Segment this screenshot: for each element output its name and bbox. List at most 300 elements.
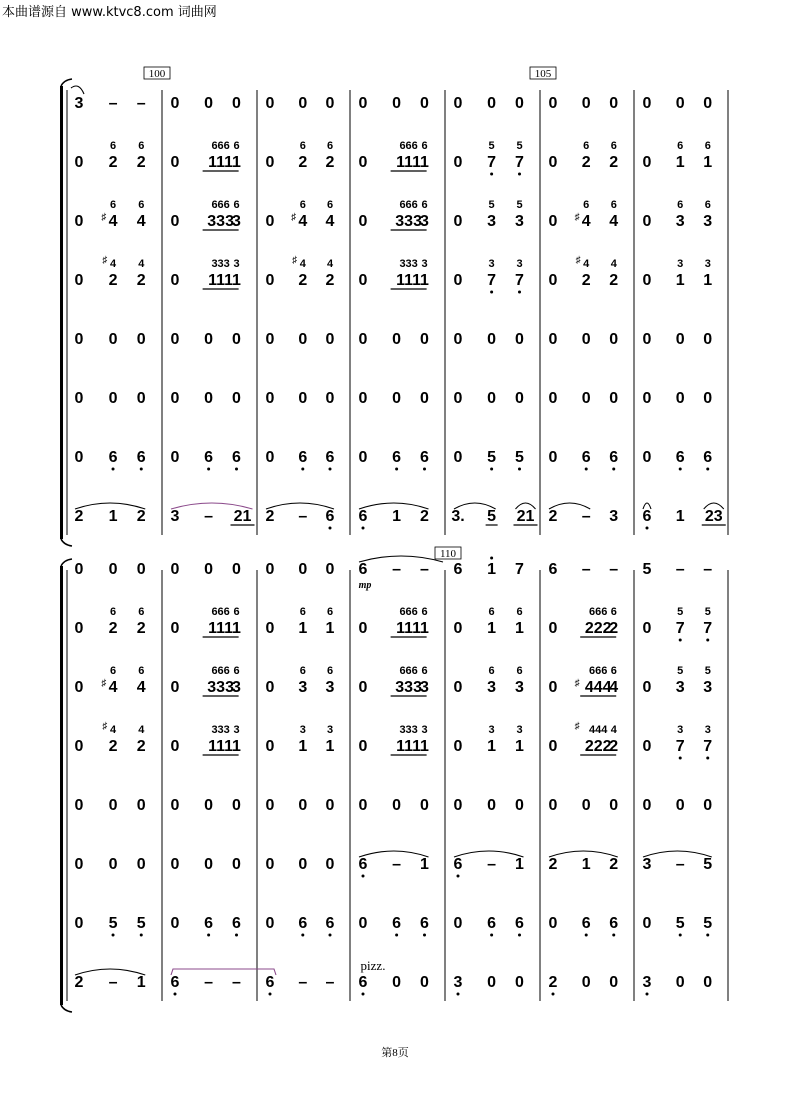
note-333: 333 [395, 213, 422, 230]
note-0: 0 [453, 620, 463, 637]
note-7: 7 [703, 620, 713, 637]
staff-6 [75, 390, 713, 407]
note-0: 0 [358, 738, 368, 755]
upper-note: 3 [326, 724, 334, 736]
measure [359, 199, 430, 230]
upper-note: 6 [704, 140, 711, 152]
upper-note: 6 [677, 140, 684, 152]
upper-note: 6 [583, 140, 590, 152]
sharp-icon: ♯ [574, 678, 580, 689]
measure [75, 856, 146, 873]
upper-note: 666 [399, 665, 418, 677]
note-0: 0 [703, 974, 713, 991]
measure [75, 255, 146, 289]
slur [71, 86, 84, 94]
note-1: 1 [232, 738, 241, 755]
note-4: 4 [581, 213, 591, 230]
note-3: 3 [487, 213, 497, 230]
note-1: 1 [675, 272, 685, 289]
note-0: 0 [170, 561, 180, 578]
note-5: 5 [487, 508, 497, 525]
upper-note: 3 [421, 258, 428, 270]
staff-2 [75, 606, 713, 642]
note-0: 0 [453, 797, 463, 814]
note-6: 6 [232, 449, 241, 466]
note-0: 0 [487, 95, 497, 112]
upper-note: 6 [516, 665, 523, 677]
note-0: 0 [581, 331, 591, 348]
note-0: 0 [265, 915, 275, 932]
note-0: 0 [358, 272, 368, 289]
measure [266, 95, 335, 112]
note-3: 3 [170, 508, 180, 525]
low-octave-dot [112, 934, 115, 937]
low-octave-dot [518, 934, 521, 937]
note-0: 0 [548, 797, 558, 814]
note-23: 23 [704, 508, 723, 525]
note-0: 0 [675, 974, 685, 991]
measure-number [144, 67, 170, 80]
measure [549, 255, 619, 289]
note-0: 0 [609, 95, 619, 112]
upper-note: 3 [704, 724, 711, 736]
note-0: 0 [265, 213, 275, 230]
system-2 [60, 547, 728, 1012]
low-octave-dot [679, 757, 682, 760]
low-octave-dot [269, 993, 272, 996]
measure [75, 969, 146, 991]
upper-note: 444 [589, 724, 608, 736]
measure-number-label: 100 [148, 68, 166, 80]
upper-note: 3 [516, 258, 523, 270]
upper-note: 6 [488, 665, 495, 677]
sharp-icon: ♯ [101, 678, 107, 689]
note-2: 2 [581, 154, 591, 171]
measure [454, 95, 525, 112]
note-0: 0 [74, 154, 84, 171]
note-3: 3 [487, 679, 497, 696]
note-7: 7 [675, 620, 685, 637]
note-0: 0 [581, 95, 591, 112]
upper-note: 3 [488, 724, 495, 736]
note-111: 111 [396, 154, 422, 171]
measure [359, 915, 430, 937]
note-7: 7 [515, 154, 524, 171]
staff-4 [75, 255, 713, 294]
measure [171, 665, 242, 696]
note-6: 6 [170, 974, 180, 991]
note-0: 0 [581, 974, 591, 991]
upper-note: 6 [109, 199, 117, 211]
note-3: 3 [420, 213, 429, 230]
upper-note: 6 [233, 665, 240, 677]
note-0: 0 [548, 738, 558, 755]
staff-3 [75, 199, 713, 230]
measure [549, 915, 619, 937]
measure [549, 561, 619, 578]
upper-note: 5 [488, 199, 495, 211]
measure [454, 140, 525, 176]
technique-text: pizz. [360, 958, 386, 973]
note-333: 333 [207, 213, 234, 230]
note-0: 0 [204, 390, 214, 407]
upper-note: 6 [233, 140, 240, 152]
note-0: 0 [642, 915, 652, 932]
note-3: 3 [609, 508, 619, 525]
note-0: 0 [108, 561, 118, 578]
measure [359, 503, 430, 530]
note-333: 333 [395, 679, 422, 696]
note-0: 0 [74, 331, 84, 348]
note-3: 3 [232, 213, 241, 230]
high-octave-dot [490, 557, 493, 560]
note-7: 7 [515, 272, 524, 289]
measure [643, 390, 713, 407]
low-octave-dot [490, 173, 493, 176]
note-6: 6 [358, 508, 368, 525]
measure [75, 449, 146, 471]
note-3: 3 [642, 856, 652, 873]
note-0: 0 [392, 797, 402, 814]
note-1: 1 [420, 856, 429, 873]
note-2: 2 [265, 508, 275, 525]
note-111: 111 [396, 738, 422, 755]
low-octave-dot [706, 639, 709, 642]
upper-note: 6 [138, 199, 145, 211]
note-0: 0 [108, 797, 118, 814]
measure [359, 606, 430, 637]
measure [549, 974, 619, 996]
note-6: 6 [232, 915, 241, 932]
note-6: 6 [136, 449, 146, 466]
low-octave-dot [585, 468, 588, 471]
note-0: 0 [265, 449, 275, 466]
low-octave-dot [552, 993, 555, 996]
measure-number-label: 110 [439, 548, 457, 560]
note-0: 0 [515, 390, 524, 407]
note-0: 0 [453, 95, 463, 112]
note-6: 6 [265, 974, 275, 991]
note-0: 0 [325, 797, 335, 814]
note-–: – [204, 508, 214, 525]
note-0: 0 [298, 390, 308, 407]
note-0: 0 [642, 213, 652, 230]
note-–: – [298, 508, 308, 525]
note-1: 1 [675, 154, 685, 171]
staff-5 [75, 331, 713, 348]
note-1: 1 [420, 154, 429, 171]
measure [643, 974, 713, 996]
note-1: 1 [420, 272, 429, 289]
note-0: 0 [265, 390, 275, 407]
note-0: 0 [548, 272, 558, 289]
low-octave-dot [301, 934, 304, 937]
measure [171, 797, 242, 814]
note-0: 0 [170, 95, 180, 112]
upper-note: 4 [138, 724, 145, 736]
note-0: 0 [170, 797, 180, 814]
measure-number-label: 105 [534, 68, 552, 80]
note-4: 4 [609, 679, 619, 696]
note-–: – [136, 95, 146, 112]
upper-note: 666 [589, 606, 608, 618]
note-3: 3 [298, 679, 308, 696]
staff-1 [71, 86, 712, 112]
note-0: 0 [642, 331, 652, 348]
note-111: 111 [396, 620, 422, 637]
note-444: 444 [584, 679, 612, 696]
note-0: 0 [358, 213, 368, 230]
measure [454, 258, 525, 294]
staff-5 [75, 797, 713, 814]
measure [171, 140, 242, 171]
note-7: 7 [515, 561, 524, 578]
note-3: 3 [703, 679, 713, 696]
note-6: 6 [204, 915, 214, 932]
measure [75, 606, 146, 637]
upper-note: 6 [299, 665, 306, 677]
note-0: 0 [74, 620, 84, 637]
note-0: 0 [703, 797, 713, 814]
note-0: 0 [74, 449, 84, 466]
measure [643, 95, 713, 112]
note-5: 5 [108, 915, 118, 932]
note-–: – [703, 561, 713, 578]
measure [171, 449, 242, 471]
note-7: 7 [675, 738, 685, 755]
note-0: 0 [453, 915, 463, 932]
measure [171, 390, 242, 407]
note-6: 6 [325, 449, 335, 466]
measure [266, 856, 335, 873]
measure [359, 797, 430, 814]
note-1: 1 [298, 738, 308, 755]
note-5: 5 [703, 856, 713, 873]
measure [266, 915, 335, 937]
note-6: 6 [581, 449, 591, 466]
upper-note: 666 [211, 199, 230, 211]
note-2: 2 [108, 154, 118, 171]
measure [171, 95, 242, 112]
upper-note: 4 [109, 724, 117, 736]
note-1: 1 [232, 154, 241, 171]
upper-note: 6 [610, 606, 617, 618]
measure [549, 331, 619, 348]
note-6: 6 [420, 449, 429, 466]
note-2: 2 [298, 272, 308, 289]
note-6: 6 [204, 449, 214, 466]
note-0: 0 [136, 561, 146, 578]
measure [359, 556, 443, 591]
note-2: 2 [548, 508, 558, 525]
upper-note: 333 [211, 258, 230, 270]
low-octave-dot [518, 468, 521, 471]
note-3: 3 [420, 679, 429, 696]
upper-note: 5 [677, 606, 684, 618]
measure [75, 503, 146, 525]
note-2: 2 [298, 154, 308, 171]
measure [643, 724, 713, 760]
note-0: 0 [74, 213, 84, 230]
staff-8 [75, 958, 713, 996]
measure [171, 915, 242, 937]
note-0: 0 [358, 390, 368, 407]
measure [171, 606, 242, 637]
note-0: 0 [548, 331, 558, 348]
measure [266, 724, 335, 755]
note-4: 4 [136, 679, 146, 696]
upper-note: 5 [677, 665, 684, 677]
upper-note: 6 [138, 665, 145, 677]
note-0: 0 [453, 331, 463, 348]
note-0: 0 [170, 154, 180, 171]
note-0: 0 [453, 390, 463, 407]
note-6: 6 [675, 449, 685, 466]
low-octave-dot [518, 291, 521, 294]
staff-4 [75, 721, 713, 760]
note-0: 0 [204, 797, 214, 814]
note-6: 6 [392, 915, 402, 932]
measure [359, 665, 430, 696]
note-0: 0 [232, 856, 241, 873]
note-1: 1 [232, 272, 241, 289]
note-0: 0 [136, 856, 146, 873]
measure-number [530, 67, 556, 80]
measure [454, 797, 525, 814]
note-0: 0 [265, 272, 275, 289]
note-0: 0 [232, 95, 241, 112]
upper-note: 6 [138, 140, 145, 152]
note-0: 0 [515, 974, 524, 991]
note-222: 222 [584, 738, 612, 755]
note-0: 0 [642, 797, 652, 814]
measure [266, 797, 335, 814]
note-0: 0 [420, 95, 429, 112]
upper-note: 666 [399, 606, 418, 618]
note-0: 0 [675, 95, 685, 112]
upper-note: 6 [326, 606, 334, 618]
measure [171, 503, 255, 525]
upper-note: 6 [326, 199, 334, 211]
note-0: 0 [675, 797, 685, 814]
note-3: 3 [642, 974, 652, 991]
measure [359, 258, 430, 289]
upper-note: 3 [233, 724, 240, 736]
note-0: 0 [265, 679, 275, 696]
upper-note: 6 [421, 606, 428, 618]
note-0: 0 [204, 856, 214, 873]
note-0: 0 [548, 620, 558, 637]
note-0: 0 [170, 856, 180, 873]
note-1: 1 [298, 620, 308, 637]
note-0: 0 [170, 331, 180, 348]
note-1: 1 [515, 620, 524, 637]
measure [643, 915, 713, 937]
upper-note: 4 [610, 724, 617, 736]
upper-note: 6 [299, 606, 306, 618]
note-3: 3 [232, 679, 241, 696]
measure [454, 331, 525, 348]
upper-note: 666 [211, 665, 230, 677]
note-6: 6 [358, 561, 368, 578]
measure-number [435, 547, 461, 560]
note-0: 0 [170, 738, 180, 755]
note-7: 7 [487, 272, 497, 289]
note-0: 0 [642, 620, 652, 637]
upper-note: 6 [583, 199, 590, 211]
note-6: 6 [515, 915, 524, 932]
note-6: 6 [642, 508, 652, 525]
upper-note: 3 [299, 724, 306, 736]
note-6: 6 [108, 449, 118, 466]
note-6: 6 [325, 915, 335, 932]
upper-note: 6 [677, 199, 684, 211]
note-0: 0 [298, 95, 308, 112]
measure [359, 95, 430, 112]
measure [454, 557, 525, 579]
note-6: 6 [358, 974, 368, 991]
upper-note: 5 [704, 665, 711, 677]
note-21: 21 [233, 508, 252, 525]
note-0: 0 [609, 797, 619, 814]
low-octave-dot [457, 875, 460, 878]
note-0: 0 [265, 331, 275, 348]
note-0: 0 [358, 915, 368, 932]
staff-1 [75, 556, 713, 591]
note-0: 0 [392, 974, 402, 991]
note-0: 0 [74, 272, 84, 289]
measure [454, 606, 525, 637]
low-octave-dot [207, 468, 210, 471]
note-0: 0 [358, 797, 368, 814]
note-0: 0 [453, 272, 463, 289]
note-0: 0 [204, 561, 214, 578]
note-2: 2 [74, 974, 84, 991]
upper-note: 3 [677, 724, 684, 736]
measure [549, 199, 619, 230]
note-0: 0 [358, 679, 368, 696]
measure [549, 390, 619, 407]
low-octave-dot [646, 527, 649, 530]
low-octave-dot [612, 934, 615, 937]
note-2: 2 [581, 272, 591, 289]
note-4: 4 [108, 213, 118, 230]
note-6: 6 [703, 449, 713, 466]
measure [266, 199, 335, 230]
measure [643, 331, 713, 348]
upper-note: 3 [421, 724, 428, 736]
note-4: 4 [325, 213, 335, 230]
sharp-icon: ♯ [575, 255, 581, 266]
upper-note: 333 [211, 724, 230, 736]
measure [359, 331, 430, 348]
note-0: 0 [453, 449, 463, 466]
upper-note: 666 [589, 665, 608, 677]
note-0: 0 [642, 272, 652, 289]
measure [549, 95, 619, 112]
measure [549, 665, 619, 696]
measure [643, 665, 713, 696]
note-0: 0 [298, 856, 308, 873]
note-2: 2 [136, 508, 146, 525]
upper-note: 6 [233, 606, 240, 618]
note-0: 0 [453, 738, 463, 755]
upper-note: 666 [399, 199, 418, 211]
note-1: 1 [232, 620, 241, 637]
note-0: 0 [548, 915, 558, 932]
measure [549, 503, 619, 525]
note-0: 0 [170, 679, 180, 696]
